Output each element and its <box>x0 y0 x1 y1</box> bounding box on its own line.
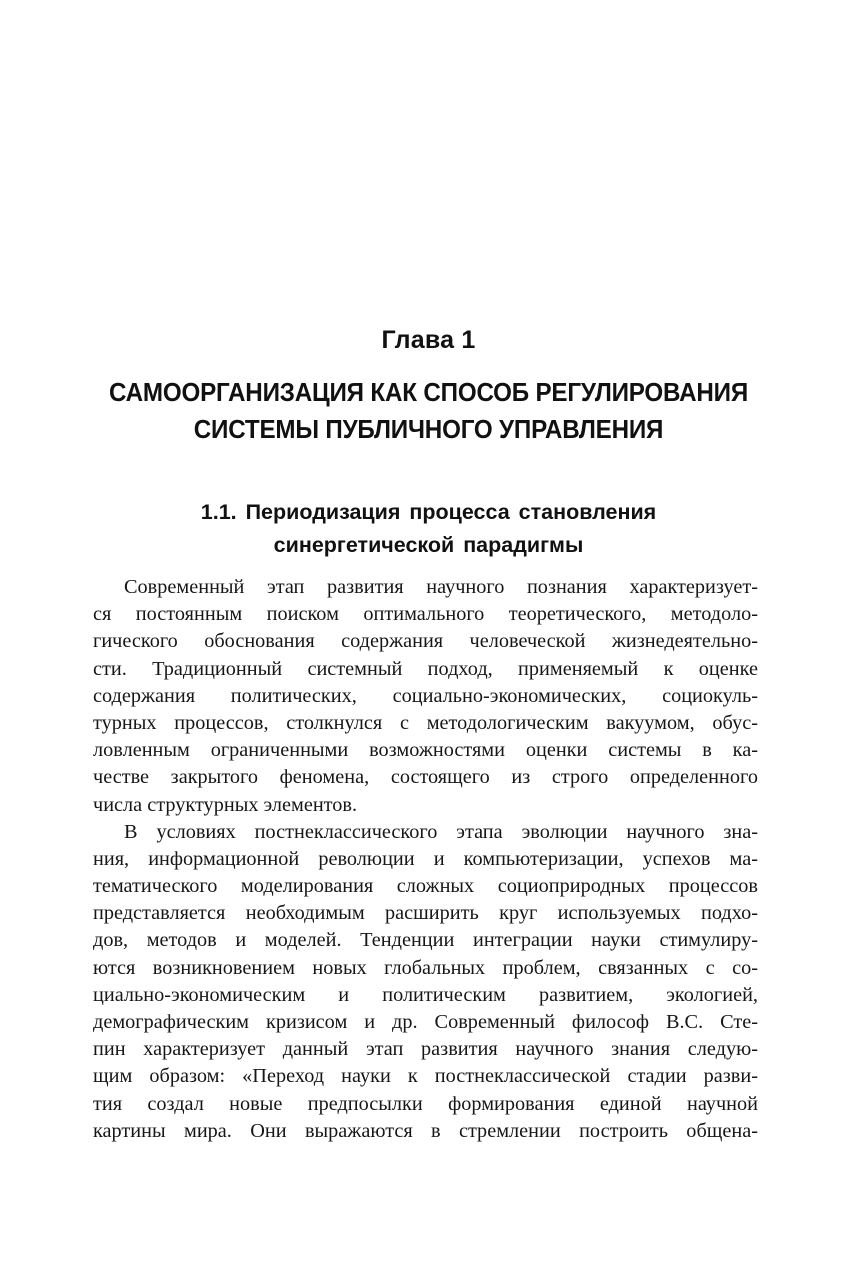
chapter-label <box>0 322 857 358</box>
paragraph-2 <box>93 819 758 1145</box>
section-title-line: 1.1. Периодизация процесса становления <box>200 500 657 524</box>
text-line: тия создал новые предпосылки формирования единой научной <box>93 1092 758 1115</box>
text-line: турных процессов, столкнулся с методологическим вакуумом, обус- <box>93 711 758 734</box>
text-line: ловленным ограниченными возможностями оценки системы в ка- <box>93 739 758 762</box>
text-line: сти. Традиционный системный подход, применяемый к оценке <box>93 657 758 680</box>
paragraph-1 <box>93 574 758 819</box>
text-line: ся постоянным поиском оптимального теоретического, методоло- <box>93 603 758 626</box>
chapter-title-line: САМООРГАНИЗАЦИЯ КАК СПОСОБ РЕГУЛИРОВАНИЯ <box>108 377 749 407</box>
chapter-title <box>30 374 827 448</box>
text-line: представляется необходимым расширить круг используемых подхо- <box>93 902 758 925</box>
text-line: числа структурных элементов. <box>93 793 358 816</box>
chapter-label-text: Глава 1 <box>381 326 476 354</box>
text-line: гического обоснования содержания человеческой жизнедеятельно- <box>93 630 758 653</box>
text-line: Современный этап развития научного познания характеризует- <box>124 576 758 598</box>
text-line: циально-экономическим и политическим развитием, экологией, <box>93 983 758 1006</box>
text-line: содержания политических, социально-экономических, социокуль- <box>93 684 758 707</box>
body-text <box>93 574 758 1145</box>
text-line: тематического моделирования сложных социоприродных процессов <box>93 875 758 898</box>
text-line: щим образом: «Переход науки к постнеклассической стадии разви- <box>93 1065 758 1088</box>
text-line: дов, методов и моделей. Тенденции интеграции науки стимулиру- <box>93 929 758 952</box>
text-line: картины мира. Они выражаются в стремлении построить общена- <box>93 1119 758 1142</box>
text-line: демографическим кризисом и др. Современный философ В.С. Сте- <box>93 1011 758 1033</box>
text-line: ния, информационной революции и компьютеризации, успехов ма- <box>93 847 758 870</box>
text-line: ются возникновением новых глобальных проблем, связанных с со- <box>93 956 758 979</box>
text-line: пин характеризует данный этап развития научного знания следую- <box>93 1038 758 1061</box>
section-title-line: синергетической парадигмы <box>273 533 584 557</box>
chapter-title-line: СИСТЕМЫ ПУБЛИЧНОГО УПРАВЛЕНИЯ <box>193 414 664 444</box>
text-line: честве закрытого феномена, состоящего из строго определенного <box>93 766 758 789</box>
section-title <box>0 496 857 562</box>
text-line: В условиях постнеклассического этапа эволюции научного зна- <box>124 820 758 843</box>
